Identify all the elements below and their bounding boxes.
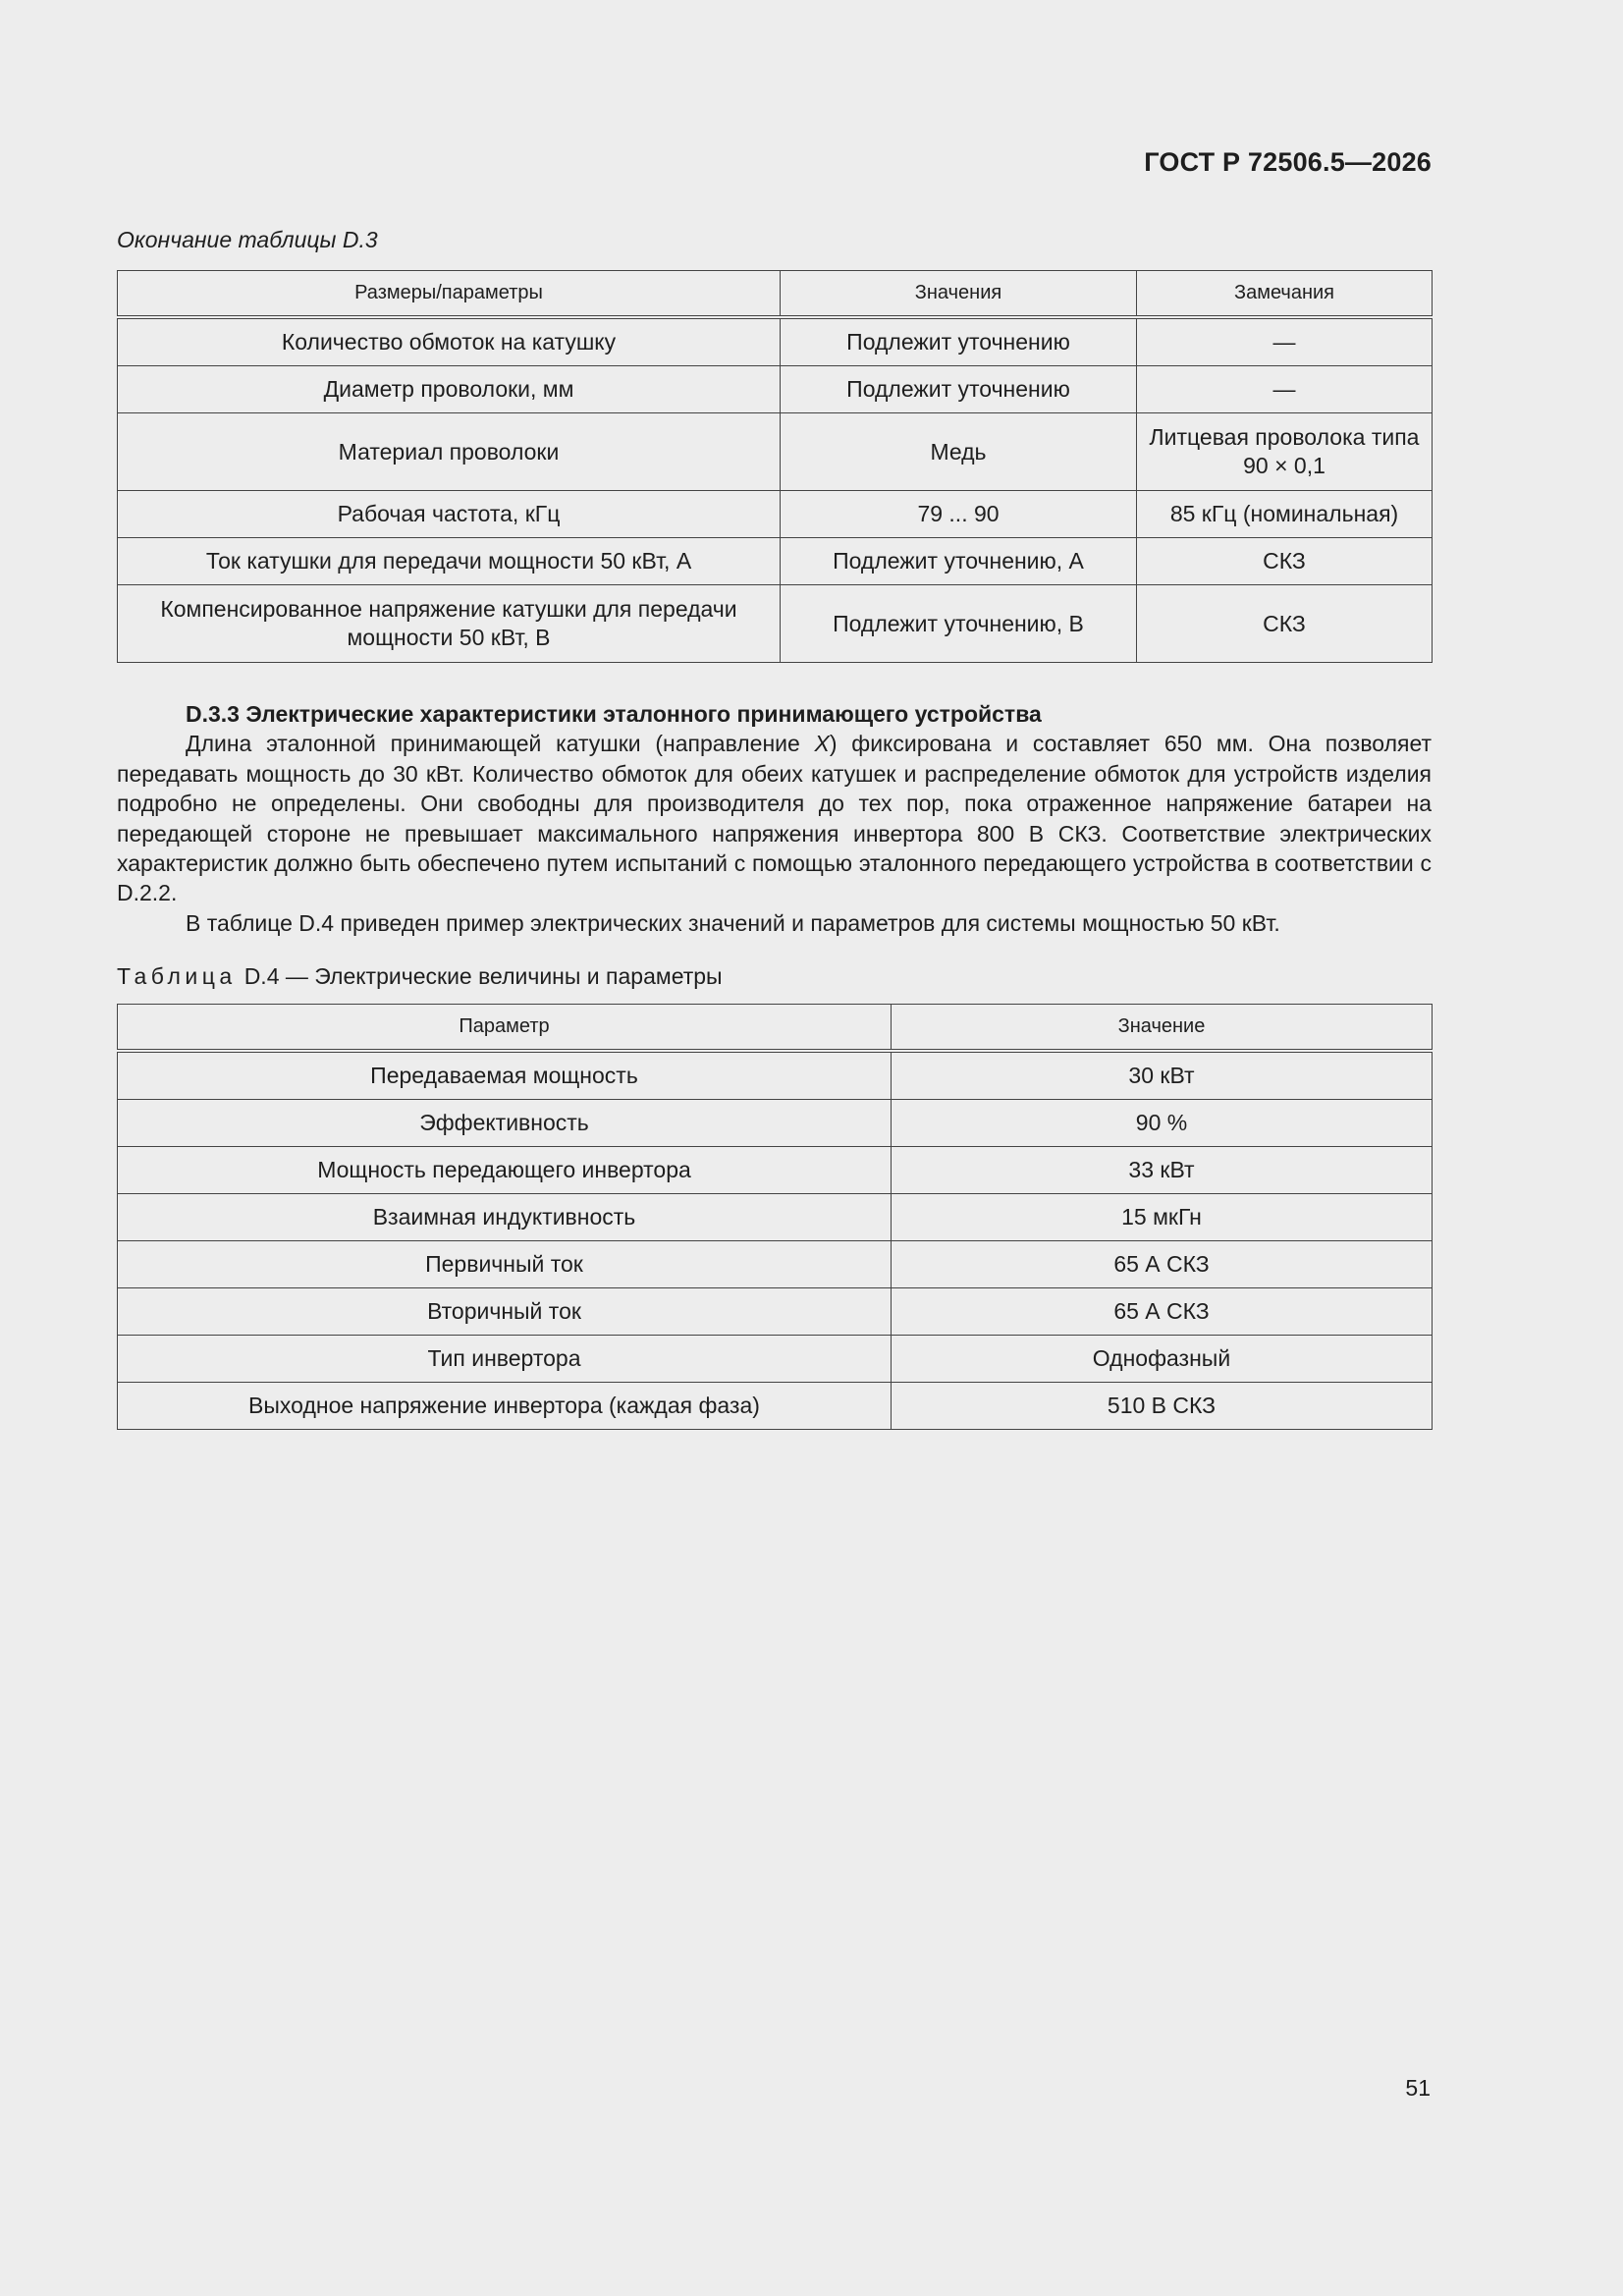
paragraph-text: Длина эталонной принимающей катушки (направление: [186, 731, 815, 757]
table-row: [118, 491, 1433, 538]
column-header: Значение: [892, 1005, 1433, 1052]
table-title-text: D.4 — Электрические величины и параметры: [243, 963, 723, 989]
table-cell: 15 мкГн: [892, 1194, 1433, 1241]
table-d4-title: [117, 963, 723, 990]
table-row: [118, 1336, 1433, 1383]
table-cell: —: [1137, 366, 1433, 413]
table-cell: Первичный ток: [118, 1241, 892, 1288]
table-cell: Медь: [781, 413, 1137, 491]
document-code: ГОСТ Р 72506.5—2026: [1144, 147, 1432, 177]
table-cell: Передаваемая мощность: [118, 1051, 892, 1100]
table-label: Таблица: [117, 963, 237, 989]
table-d3: [117, 270, 1433, 663]
table-row: [118, 317, 1433, 366]
table-cell: Материал проволоки: [118, 413, 781, 491]
table-cell: Ток катушки для передачи мощности 50 кВт, А: [118, 538, 781, 585]
table-d3-continuation-caption: Окончание таблицы D.3: [117, 227, 378, 252]
column-header: Замечания: [1137, 271, 1433, 318]
table-cell: Рабочая частота, кГц: [118, 491, 781, 538]
table-header-row: [118, 1005, 1433, 1052]
table-cell: Эффективность: [118, 1100, 892, 1147]
section-paragraph: [117, 729, 1432, 907]
table-cell: 90 %: [892, 1100, 1433, 1147]
table-row: [118, 585, 1433, 663]
table-row: [118, 366, 1433, 413]
table-cell: Подлежит уточнению, В: [781, 585, 1137, 663]
page-number: 51: [1405, 2075, 1431, 2101]
table-cell: Выходное напряжение инвертора (каждая фаза): [118, 1383, 892, 1430]
column-header: Значения: [781, 271, 1137, 318]
table-row: [118, 1100, 1433, 1147]
axis-variable: X: [814, 731, 830, 757]
table-cell: Компенсированное напряжение катушки для передачи мощности 50 кВт, В: [118, 585, 781, 663]
table-cell: 65 А СКЗ: [892, 1288, 1433, 1336]
table-d4: [117, 1004, 1433, 1430]
table-cell: Диаметр проволоки, мм: [118, 366, 781, 413]
table-cell: Тип инвертора: [118, 1336, 892, 1383]
table-cell: —: [1137, 317, 1433, 366]
column-header: Размеры/параметры: [118, 271, 781, 318]
table-cell: Вторичный ток: [118, 1288, 892, 1336]
section-d-3-3: [117, 699, 1432, 938]
table-cell: 510 В СКЗ: [892, 1383, 1433, 1430]
table-cell: 85 кГц (номинальная): [1137, 491, 1433, 538]
table-cell: СКЗ: [1137, 585, 1433, 663]
table-header-row: [118, 271, 1433, 318]
paragraph-text: ) фиксирована и составляет 650 мм. Она позволяет передавать мощность до 30 кВт. Количество обмоток для обеих катушек и распределение обмоток для устройств изделия подробно не определены. Они свободны для производителя до тех пор, пока отраженное напряжение батареи на передающей стороне не превышает максимального напряжения инвертора 800 В СКЗ. Соответствие электрических характеристик должно быть обеспечено путем испытаний с помощью эталонного передающего устройства в соответствии с D.2.2.: [117, 731, 1433, 906]
table-cell: Подлежит уточнению: [781, 366, 1137, 413]
section-heading: D.3.3 Электрические характеристики эталонного принимающего устройства: [186, 701, 1042, 727]
table-row: [118, 1241, 1433, 1288]
table-cell: 65 А СКЗ: [892, 1241, 1433, 1288]
table-row: [118, 1383, 1433, 1430]
table-row: [118, 1147, 1433, 1194]
table-cell: 79 ... 90: [781, 491, 1137, 538]
table-cell: Однофазный: [892, 1336, 1433, 1383]
section-paragraph: В таблице D.4 приведен пример электрических значений и параметров для системы мощностью 50 кВт.: [186, 909, 1280, 936]
table-row: [118, 413, 1433, 491]
table-cell: Подлежит уточнению: [781, 317, 1137, 366]
table-cell: 33 кВт: [892, 1147, 1433, 1194]
table-cell: СКЗ: [1137, 538, 1433, 585]
table-cell: Взаимная индуктивность: [118, 1194, 892, 1241]
table-cell: Подлежит уточнению, А: [781, 538, 1137, 585]
table-cell: Литцевая проволока типа 90 × 0,1: [1137, 413, 1433, 491]
table-row: [118, 1194, 1433, 1241]
table-row: [118, 1288, 1433, 1336]
table-row: [118, 1051, 1433, 1100]
table-cell: Количество обмоток на катушку: [118, 317, 781, 366]
table-cell: 30 кВт: [892, 1051, 1433, 1100]
table-row: [118, 538, 1433, 585]
table-cell: Мощность передающего инвертора: [118, 1147, 892, 1194]
column-header: Параметр: [118, 1005, 892, 1052]
